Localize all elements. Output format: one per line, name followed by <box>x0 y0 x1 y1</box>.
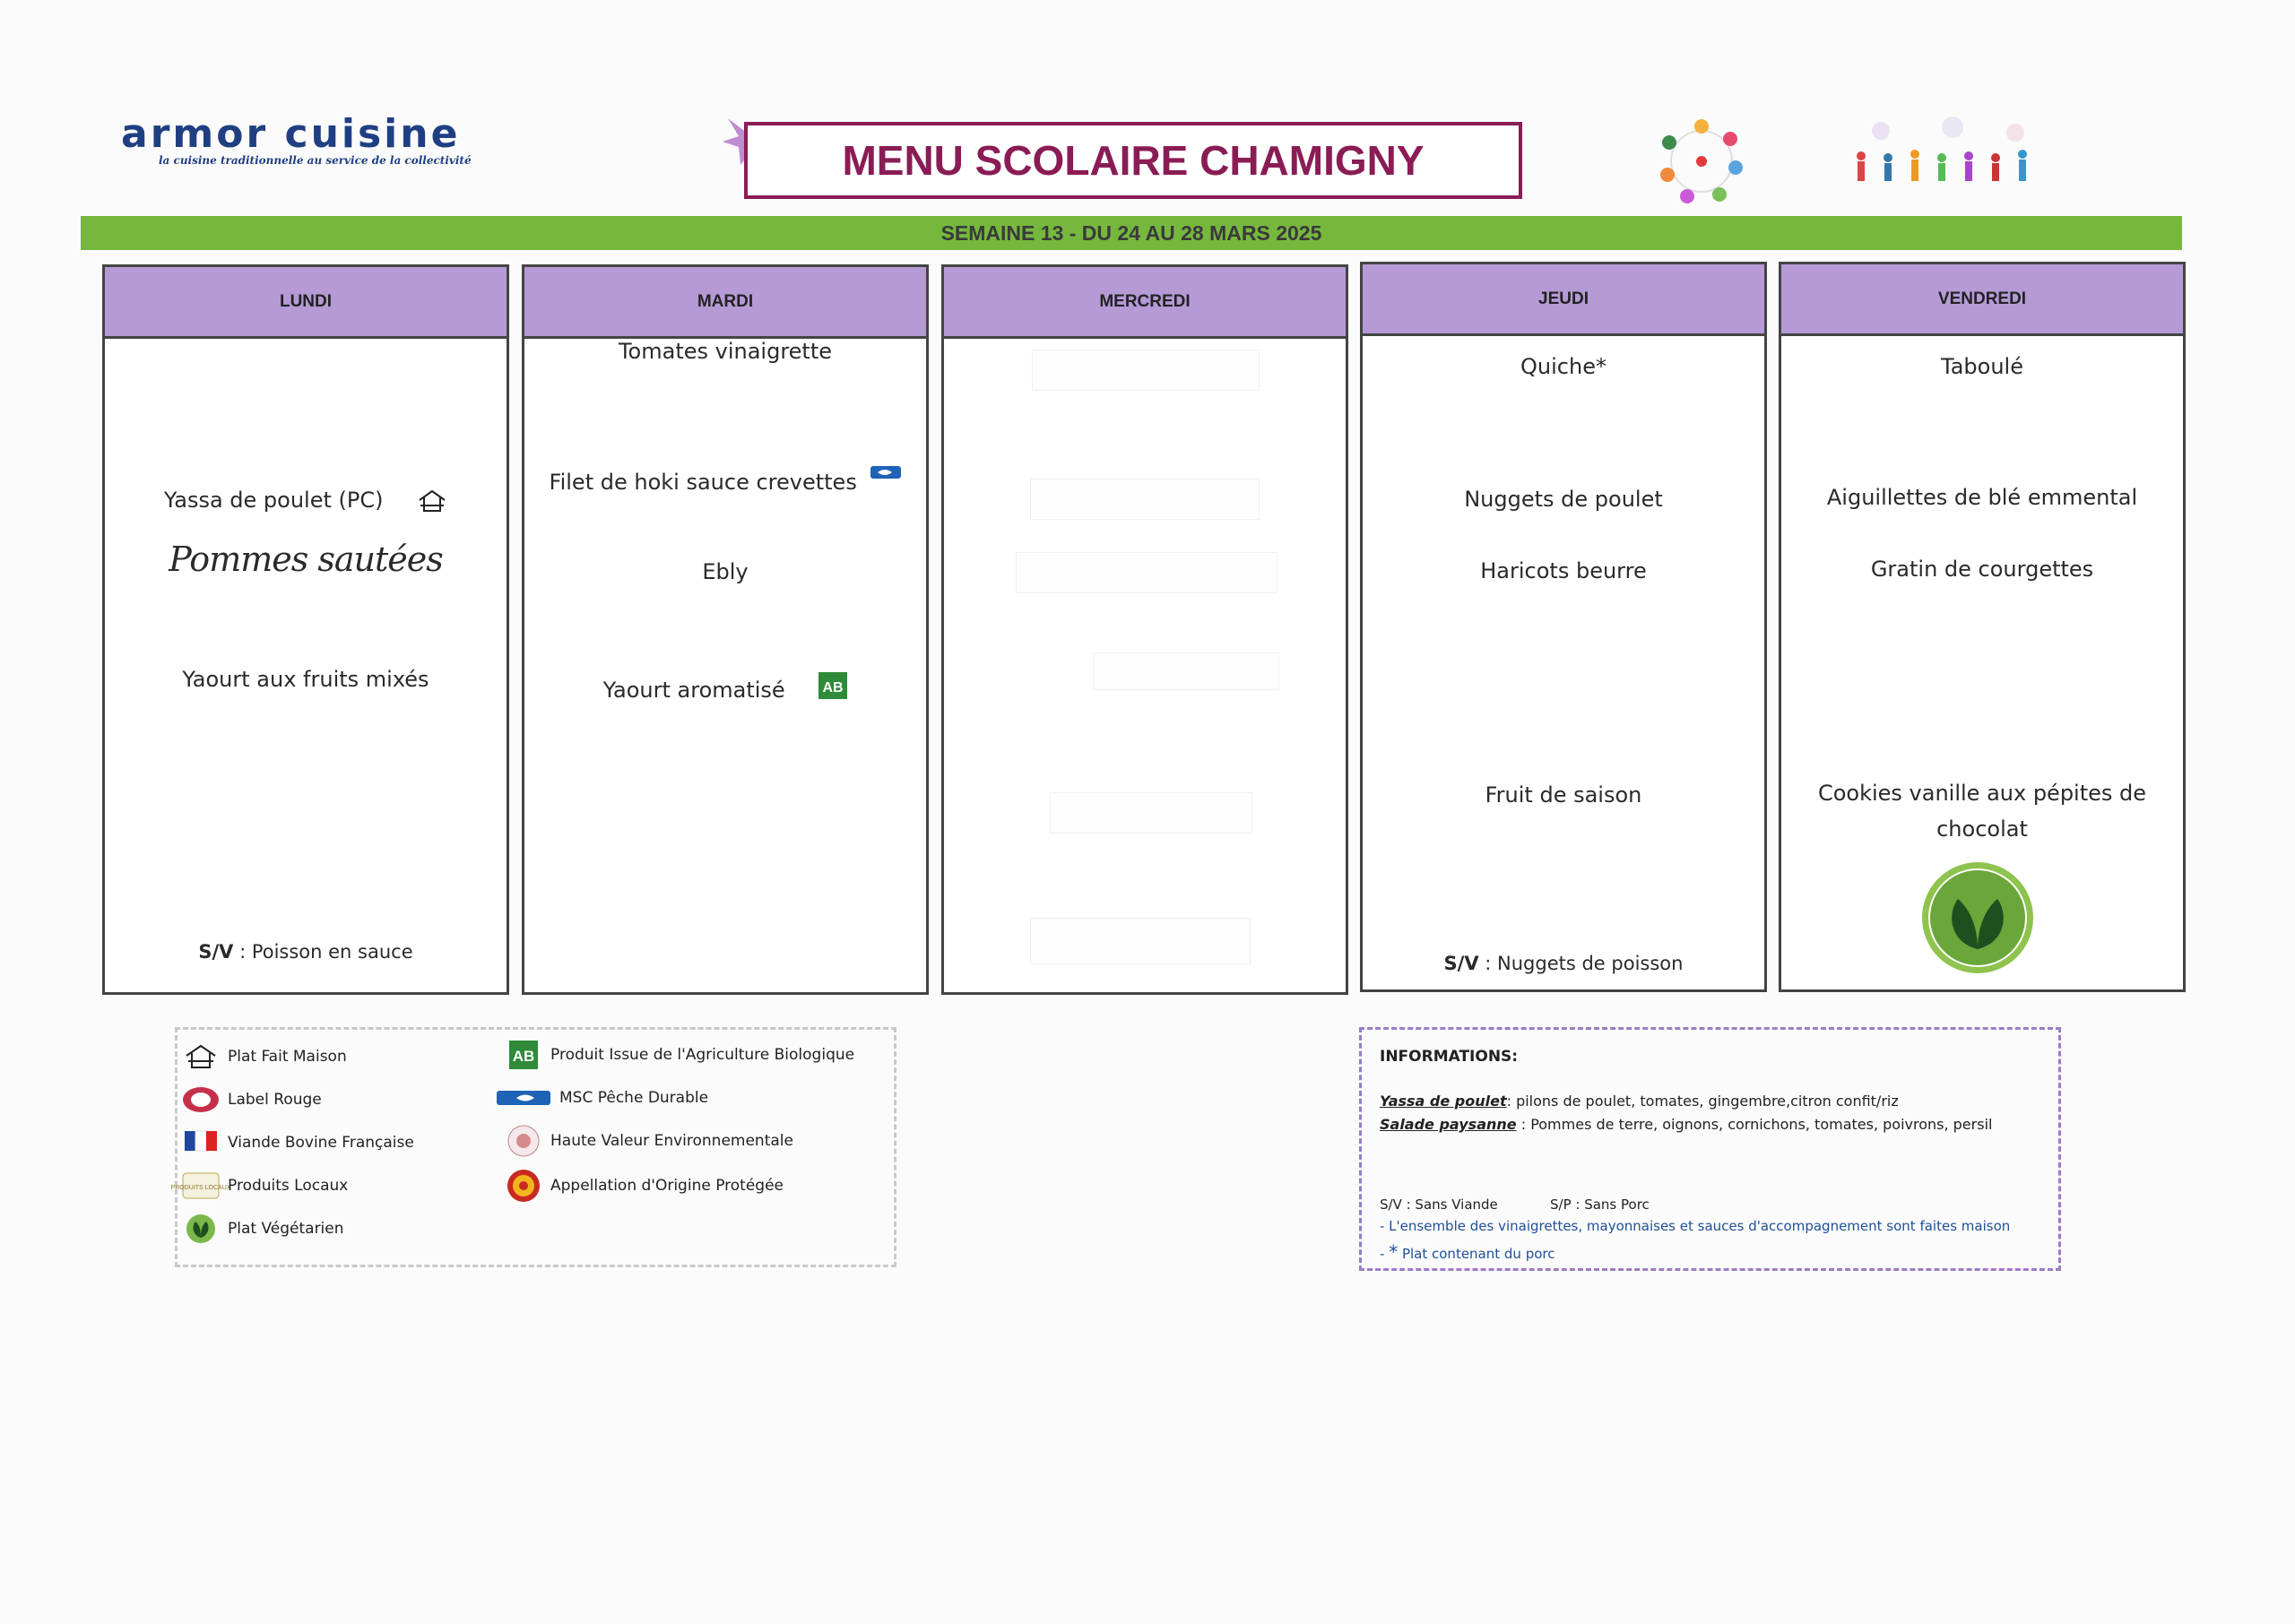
sv-text: Poisson en sauce <box>251 941 413 963</box>
day-header: VENDREDI <box>1781 264 2183 336</box>
ab-badge-text: AB <box>822 680 844 695</box>
produits-locaux-icon <box>170 1170 231 1202</box>
menu-item-main <box>524 464 926 500</box>
menu-item-text: Yaourt aromatisé <box>602 678 785 703</box>
vegetarian-leaf-icon <box>183 1213 219 1245</box>
day-header: LUNDI <box>105 267 507 339</box>
day-column-lundi <box>102 264 509 995</box>
legend-item <box>181 1213 344 1245</box>
sv-text: Nuggets de poisson <box>1497 953 1684 974</box>
info-yassa <box>1380 1093 1899 1110</box>
sv-separator: : <box>1478 953 1498 974</box>
blank-slot <box>1050 792 1252 834</box>
legend-item <box>495 1082 708 1114</box>
sv-label: S/V <box>1443 953 1479 974</box>
info-salade-label: Salade paysanne <box>1380 1116 1517 1133</box>
menu-item-main <box>105 482 507 518</box>
legend-item <box>504 1125 793 1157</box>
logo-tagline: la cuisine traditionnelle au service de la collectivité <box>159 154 472 167</box>
day-header: MARDI <box>524 267 926 339</box>
house-icon <box>184 1042 218 1071</box>
menu-item-starter: Tomates vinaigrette <box>618 339 833 364</box>
children-row-illustration <box>1845 118 2051 199</box>
menu-item-main: Aiguillettes de blé emmental <box>1826 485 2138 510</box>
label-rouge-icon <box>181 1084 221 1115</box>
info-sp: S/P : Sans Porc <box>1550 1196 1650 1213</box>
legend-box <box>170 1027 896 1267</box>
day-column-mercredi <box>941 264 1348 995</box>
logo-text: armor cuisine <box>121 111 461 157</box>
info-title: INFORMATIONS: <box>1380 1048 1519 1066</box>
legend-item <box>504 1170 784 1202</box>
week-banner <box>81 216 2182 250</box>
info-yassa-text: : pilons de poulet, tomates, gingembre,citron confit/riz <box>1506 1093 1899 1110</box>
vegetarian-badge-icon <box>1913 860 2042 976</box>
day-column-vendredi <box>1779 262 2186 992</box>
blank-slot <box>1032 350 1260 391</box>
legend-item <box>504 1039 854 1071</box>
legend-item <box>170 1170 349 1202</box>
info-note-pork <box>1380 1241 1555 1263</box>
legend-label: MSC Pêche Durable <box>559 1089 709 1107</box>
info-note-homemade: - L'ensemble des vinaigrettes, mayonnaises et sauces d'accompagnement sont faites maison <box>1380 1218 2011 1234</box>
menu-item-dessert-cont: chocolat <box>1936 816 2028 842</box>
legend-item <box>181 1127 414 1159</box>
ab-bio-icon <box>818 672 847 699</box>
info-note-star: * <box>1389 1241 1399 1263</box>
ab-badge-text: AB <box>512 1048 535 1065</box>
blank-slot <box>1093 652 1279 690</box>
legend-item <box>181 1084 322 1116</box>
menu-item-text: Yassa de poulet (PC) <box>163 488 384 513</box>
sv-label: S/V <box>198 941 234 963</box>
legend-label: Appellation d'Origine Protégée <box>550 1177 784 1195</box>
menu-item-starter: Quiche* <box>1520 354 1606 379</box>
legend-label: Viande Bovine Française <box>228 1134 414 1152</box>
logo <box>121 111 472 167</box>
blank-slot <box>1030 918 1251 964</box>
legend-label: Haute Valeur Environnementale <box>550 1132 793 1150</box>
info-note-prefix: - <box>1380 1246 1390 1262</box>
menu-item-main: Nuggets de poulet <box>1464 487 1663 512</box>
sv-separator: : <box>233 941 252 963</box>
menu-item-dessert: Fruit de saison <box>1485 782 1642 808</box>
hve-icon <box>506 1124 541 1158</box>
msc-fish-icon <box>497 1086 550 1110</box>
menu-item-dessert: Cookies vanille aux pépites de <box>1817 781 2147 806</box>
menu-item-side: Ebly <box>702 559 749 584</box>
info-note-text: Plat contenant du porc <box>1398 1246 1555 1262</box>
aop-icon <box>506 1168 541 1204</box>
menu-item-dessert: Yaourt aux fruits mixés <box>182 667 429 692</box>
info-yassa-label: Yassa de poulet <box>1380 1093 1507 1110</box>
sv-alternative <box>1363 946 1764 981</box>
info-salade-text: : Pommes de terre, oignons, cornichons, tomates, poivrons, persil <box>1516 1116 1993 1133</box>
week-label: SEMAINE 13 - DU 24 AU 28 MARS 2025 <box>940 220 1322 245</box>
menu-item-starter: Taboulé <box>1941 354 2023 379</box>
info-sv: S/V : Sans Viande <box>1380 1196 1498 1213</box>
legend-label: Plat Fait Maison <box>228 1048 347 1066</box>
produits-locaux-badge-text: PRODUITS LOCAUX <box>170 1185 231 1191</box>
day-column-jeudi <box>1360 262 1767 992</box>
menu-item-text: Filet de hoki sauce crevettes <box>549 470 857 495</box>
day-header: MERCREDI <box>944 267 1346 339</box>
menu-item-side: Pommes sautées <box>169 540 443 579</box>
blank-slot <box>1016 552 1277 593</box>
menu-item-side: Gratin de courgettes <box>1870 557 2094 582</box>
day-column-mardi <box>522 264 929 995</box>
menu-title-box <box>744 122 1522 199</box>
legend-item <box>181 1041 347 1073</box>
legend-label: Plat Végétarien <box>228 1220 344 1238</box>
ab-bio-icon <box>507 1039 540 1071</box>
menu-item-side: Haricots beurre <box>1480 558 1647 583</box>
sv-alternative <box>105 934 507 970</box>
menu-item-dessert <box>524 672 926 708</box>
children-circle-illustration <box>1648 112 1755 211</box>
informations-box <box>1359 1027 2061 1271</box>
legend-label: Produit Issue de l'Agriculture Biologique <box>550 1046 855 1064</box>
blank-slot <box>1030 479 1260 520</box>
legend-label: Produits Locaux <box>228 1177 349 1195</box>
legend-label: Label Rouge <box>228 1091 322 1109</box>
house-icon <box>417 488 447 514</box>
page-title: MENU SCOLAIRE CHAMIGNY <box>842 137 1425 184</box>
viande-francaise-icon <box>181 1127 221 1158</box>
day-header: JEUDI <box>1363 264 1764 336</box>
msc-fish-icon <box>870 464 901 482</box>
info-salade <box>1380 1116 1992 1133</box>
